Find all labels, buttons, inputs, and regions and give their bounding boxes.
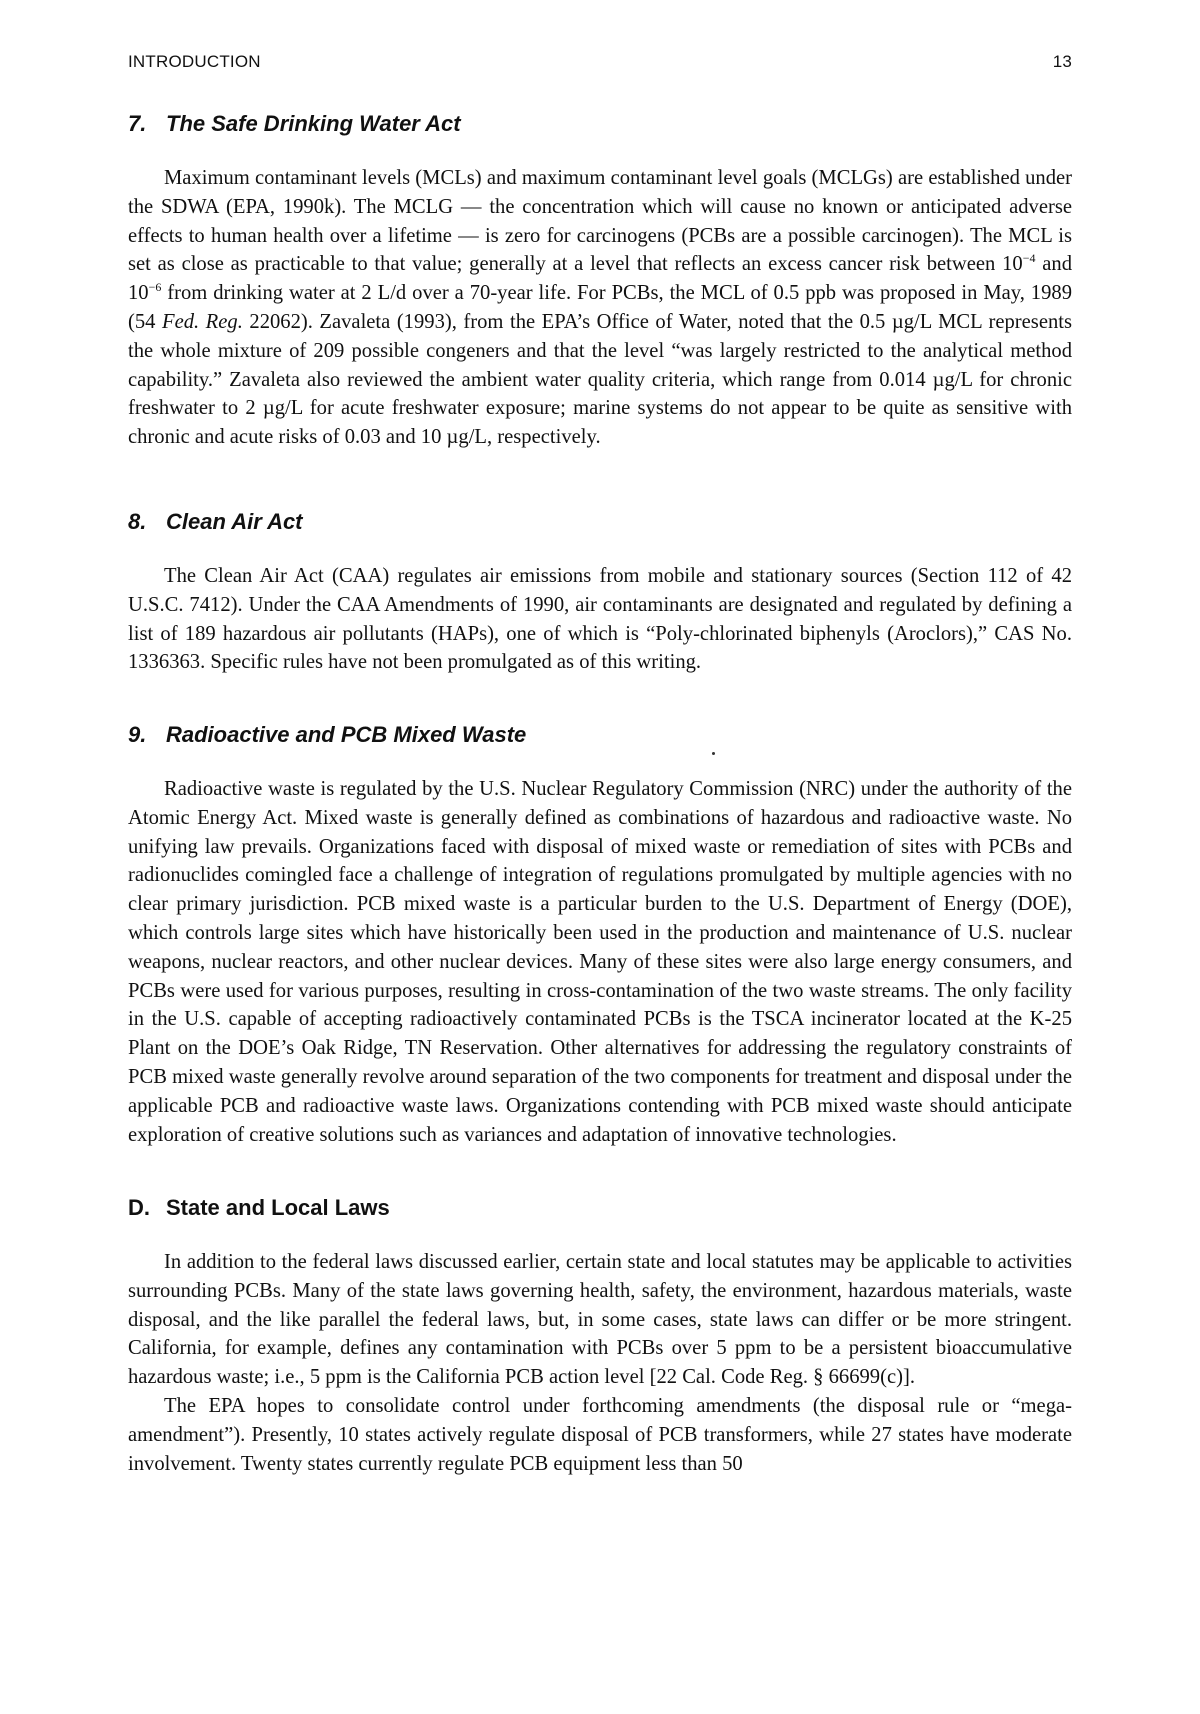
section-number: 7.: [128, 111, 147, 136]
section-9-body: [128, 775, 1072, 1149]
paragraph: Maximum contaminant levels (MCLs) and maximum contaminant level goals (MCLGs) are established under the SDWA (EPA, 1990k). The MCLG — the concentration which will cause no known or anticipated adverse effects to human health over a lifetime — is zero for carcinogens (PCBs are a possible carcinogen). The MCL is set as close as practicable to that value; generally at a level that reflects an excess cancer risk between $10^{-4}$ and $10^{-6}$ from drinking water at 2 L/d over a 70-year life. For PCBs, the MCL of 0.5 ppb was proposed in May, 1989 (54 Fed. Reg. 22062). Zavaleta (1993), from the EPA’s Office of Water, noted that the 0.5 µg/L MCL represents the whole mixture of 209 possible congeners and that the level “was largely restricted to the analytical method capability.” Zavaleta also reviewed the ambient water quality criteria, which range from 0.014 µg/L for chronic freshwater to 2 µg/L for acute freshwater exposure; marine systems do not appear to be quite as sensitive with chronic and acute risks of 0.03 and 10 µg/L, respectively.: [128, 167, 1073, 449]
section-heading: [128, 509, 1072, 535]
section-clean-air-act: [128, 509, 1072, 535]
section-safe-drinking-water-act: [128, 111, 1072, 137]
section-7-body: [128, 164, 1072, 452]
section-d-body: [128, 1248, 1072, 1478]
paragraph: The EPA hopes to consolidate control under forthcoming amendments (the disposal rule or “mega-amendment”). Presently, 10 states actively regulate disposal of PCB transformers, while 27 states have moderate involvement. Twenty states currently regulate PCB equipment less than 50: [128, 1394, 1072, 1475]
paragraph: Radioactive waste is regulated by the U.S. Nuclear Regulatory Commission (NRC) under the authority of the Atomic Energy Act. Mixed waste is generally defined as combinations of hazardous and radioactive waste. No unifying law prevails. Organizations faced with disposal of mixed waste or remediation of sites with PCBs and radionuclides comingled face a challenge of integration of regulations promulgated by multiple agencies with no clear primary jurisdiction. PCB mixed waste is a particular burden to the U.S. Department of Energy (DOE), which controls large sites which have historically been used in the production and maintenance of U.S. nuclear weapons, nuclear reactors, and other nuclear devices. Many of these sites were also large energy consumers, and PCBs were used for various purposes, resulting in cross-contamination of the two waste streams. The only facility in the U.S. capable of accepting radioactively contaminated PCBs is the TSCA incinerator located at the K-25 Plant on the DOE’s Oak Ridge, TN Reservation. Other alternatives for addressing the regulatory constraints of PCB mixed waste generally revolve around separation of the two components for treatment and disposal under the applicable PCB and radioactive waste laws. Organizations contending with PCB mixed waste should anticipate exploration of creative solutions such as variances and adaptation of innovative technologies.: [128, 778, 1072, 1146]
section-number: D.: [128, 1195, 150, 1220]
section-number: 8.: [128, 509, 147, 534]
section-heading: [128, 1195, 1072, 1221]
section-heading: [128, 722, 1072, 748]
section-title: The Safe Drinking Water Act: [166, 111, 461, 136]
paragraph: In addition to the federal laws discussed earlier, certain state and local statutes may be applicable to activities surrounding PCBs. Many of the state laws governing health, safety, the environment, hazardous materials, waste disposal, and the like parallel the federal laws, but, in some cases, state laws can differ or be more stringent. California, for example, defines any contamination with PCBs over 5 ppm to be a persistent bioaccumulative hazardous waste; i.e., 5 ppm is the California PCB action level [22 Cal. Code Reg. § 66699(c)].: [128, 1251, 1072, 1389]
section-8-body: [128, 562, 1072, 677]
section-state-and-local-laws: [128, 1195, 1072, 1221]
section-heading: [128, 111, 1072, 137]
paragraph: The Clean Air Act (CAA) regulates air emissions from mobile and stationary sources (Section 112 of 42 U.S.C. 7412). Under the CAA Amendments of 1990, air contaminants are designated and regulated by defining a list of 189 hazardous air pollutants (HAPs), one of which is “Poly-chlorinated biphenyls (Aroclors),” CAS No. 1336363. Specific rules have not been promulgated as of this writing.: [128, 565, 1072, 674]
section-title: State and Local Laws: [166, 1195, 390, 1220]
section-title: Radioactive and PCB Mixed Waste: [166, 722, 527, 747]
section-title: Clean Air Act: [166, 509, 303, 534]
running-header-title: INTRODUCTION: [128, 52, 261, 71]
scan-speck: [712, 752, 715, 755]
page-number: 13: [1052, 52, 1072, 71]
section-number: 9.: [128, 722, 147, 747]
section-radioactive-pcb-mixed-waste: [128, 722, 1072, 748]
